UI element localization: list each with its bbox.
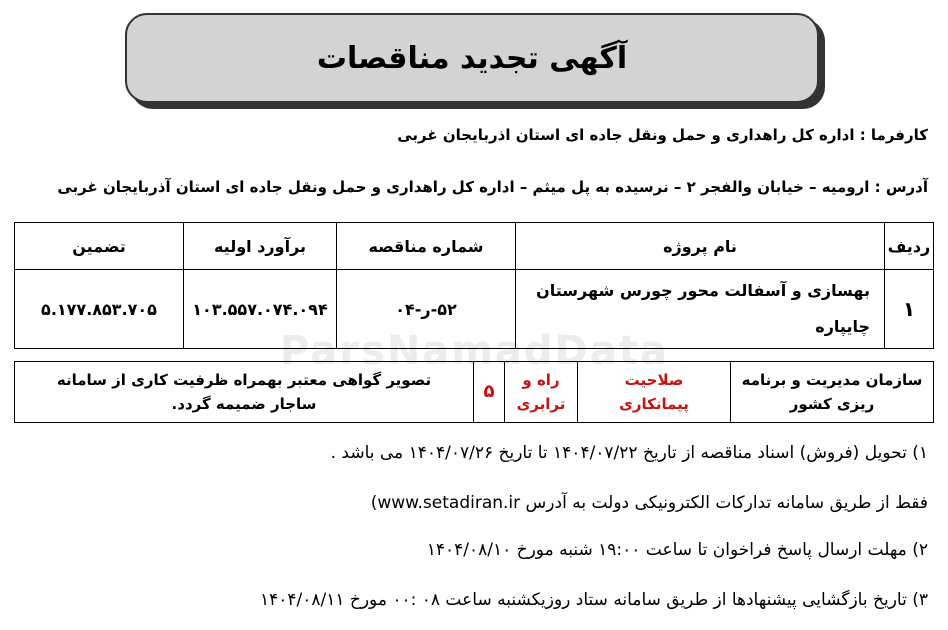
- item-response-deadline: ۲) مهلت ارسال پاسخ فراخوان تا ساعت ۱۹:۰۰ شنبه مورخ ۱۴۰۴/۰۸/۱۰: [426, 540, 928, 560]
- header-project-name: نام پروژه: [516, 223, 885, 270]
- qualification-row: [15, 362, 934, 423]
- qualification-note: [15, 362, 474, 423]
- watermark: ParsNamadData: [280, 328, 669, 374]
- field-line1: راه و: [522, 371, 560, 389]
- address-line: آدرس : ارومیه – خیابان والفجر ۲ – نرسیده به پل میثم – اداره کل راهداری و حمل ونقل جاده ای استان آذربایجان غربی: [57, 178, 928, 196]
- header-guarantee: تضمین: [15, 223, 184, 270]
- project-name-line2: چایپاره: [815, 317, 870, 336]
- item-document-delivery: ۱) تحویل (فروش) اسناد مناقصه از تاریخ ۱۴۰۴/۰۷/۲۲ تا تاریخ ۱۴۰۴/۰۷/۲۶ می باشد .: [330, 443, 928, 463]
- item-opening-date: ۳) تاریخ بازگشایی پیشنهادها از طریق سامانه ستاد روزیکشنبه ساعت ۰۸ :۰۰ مورخ ۱۴۰۴/۰۸/۱۱: [259, 590, 928, 610]
- table-header-row: [15, 223, 934, 270]
- project-name-line1: بهسازی و آسفالت محور چورس شهرستان: [536, 281, 870, 300]
- guarantee-amount: ۵.۱۷۷.۸۵۳.۷۰۵: [15, 270, 184, 349]
- qualification-organization: [731, 362, 934, 423]
- project-name: [516, 270, 885, 349]
- employer-line: کارفرما : اداره کل راهداری و حمل ونقل جاده ای استان اذربایجان غربی: [397, 126, 928, 144]
- note-line1: تصویر گواهی معتبر بهمراه ظرفیت کاری از سامانه: [56, 371, 432, 389]
- tender-number: ۵۲-ر-۰۴: [337, 270, 516, 349]
- note-line2: ساجار ضمیمه گردد.: [171, 395, 317, 413]
- header-row-number: ردیف: [885, 223, 934, 270]
- qualification-table: [14, 361, 934, 423]
- field-line2: ترابری: [516, 395, 566, 413]
- header-initial-estimate: برآورد اولیه: [184, 223, 337, 270]
- org-line1: سازمان مدیریت و برنامه: [741, 371, 923, 389]
- qualification-field: [505, 362, 578, 423]
- competence-label: صلاحیت: [624, 371, 684, 389]
- item-setad-address: فقط از طریق سامانه تدارکات الکترونیکی دولت به آدرس www.setadiran.ir): [370, 493, 928, 513]
- contractor-label: پیمانکاری: [619, 395, 689, 413]
- header-tender-number: شماره مناقصه: [337, 223, 516, 270]
- org-line2: ریزی کشور: [789, 395, 875, 413]
- title-box: [125, 13, 819, 103]
- qualification-grade: ۵: [474, 362, 505, 423]
- initial-estimate: ۱۰۳.۵۵۷.۰۷۴.۰۹۴: [184, 270, 337, 349]
- page-title: آگهی تجدید مناقصات: [316, 40, 628, 76]
- table-row: [15, 270, 934, 349]
- row-number: ۱: [885, 270, 934, 349]
- qualification-competence: [578, 362, 731, 423]
- tender-table: [14, 222, 934, 349]
